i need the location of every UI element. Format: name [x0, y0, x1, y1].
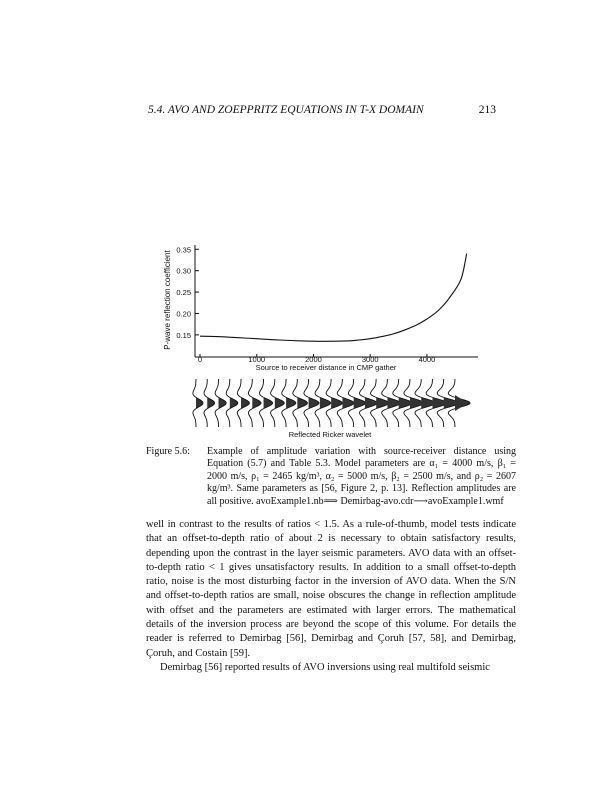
- paragraph: Demirbag [56] reported results of AVO inversions using real multifold seismic: [160, 661, 490, 673]
- y-tick-label: 0.30: [176, 266, 191, 276]
- ricker-wavelet-trace: [226, 379, 238, 427]
- y-ticks: [176, 245, 199, 340]
- body-text: [146, 518, 516, 675]
- figure-caption-text: Example of amplitude variation with source-receiver distance using Equation (5.7) and Table 5.3. Model parameters are α₁ = 4000 m/s, β₁ = 2000 m/s, ρ₁ = 2465 kg/m³, α₂ = 5000 m/s, β₂ = 2500 m/s, and ρ₂ = 2607 kg/m³. Same parameters as [56, Figure 2, p. 13]. Reflection amplitudes are all positive. avoExample1.nb⟹ Demirbag-avo.cdr⟶avoExample1.wmf: [207, 446, 516, 507]
- figure-caption: [146, 446, 516, 508]
- y-tick-label: 0.35: [176, 245, 191, 255]
- y-tick-label: 0.20: [176, 309, 191, 319]
- x-tick-label: 4000: [418, 355, 436, 364]
- x-tick-label: 3000: [361, 355, 379, 364]
- wavelet-label: Reflected Ricker wavelet: [288, 430, 372, 439]
- ricker-wavelet-trace: [193, 379, 203, 427]
- y-axis-label: P-wave reflection coefficient: [163, 250, 172, 350]
- x-tick-label: 1000: [248, 355, 266, 364]
- x-tick-label: 0: [197, 355, 203, 364]
- ricker-wavelet-trace: [248, 379, 261, 427]
- ricker-wavelet-trace: [237, 379, 249, 427]
- y-tick-label: 0.15: [176, 330, 191, 340]
- x-axis-label: Source to receiver distance in CMP gather: [255, 363, 397, 372]
- page-number: 213: [478, 104, 496, 116]
- paragraph: well in contrast to the results of ratios < 1.5. As a rule-of-thumb, model tests indicate that an offset-to-depth ratio of about 2 is necessary to obtain satisfactory results, depending upon the contrast in the layer seismic parameters. AVO data with an offset-to-depth ratio < 1 gives unsatisfactory results. In addition to a small offset-to-depth ratio, noise is the most disturbing factor in the inversion of AVO data. When the S/N and offset-to-depth ratios are small, noise obscures the change in reflection amplitude with offset and the parameters are estimated with larger errors. The mathematical details of the inversion process are beyond the scope of this volume. For details the reader is referred to Demirbag [56], Demirbag and Çoruh [57, 58], and Demirbag, Çoruh, and Costain [59].: [146, 519, 516, 659]
- ricker-wavelet-strip: [193, 379, 470, 427]
- figure-label: Figure 5.6:: [146, 446, 190, 457]
- running-title: 5.4. AVO AND ZOEPPRITZ EQUATIONS IN T-X DOMAIN: [148, 104, 424, 116]
- y-tick-label: 0.25: [176, 288, 191, 298]
- chart-axes: [195, 245, 478, 357]
- wavelet-strip-tip: [455, 395, 468, 411]
- ricker-wavelet-trace: [204, 379, 215, 427]
- ricker-wavelet-trace: [215, 379, 226, 427]
- x-tick-label: 2000: [305, 355, 322, 364]
- reflection-coefficient-curve: [200, 254, 467, 342]
